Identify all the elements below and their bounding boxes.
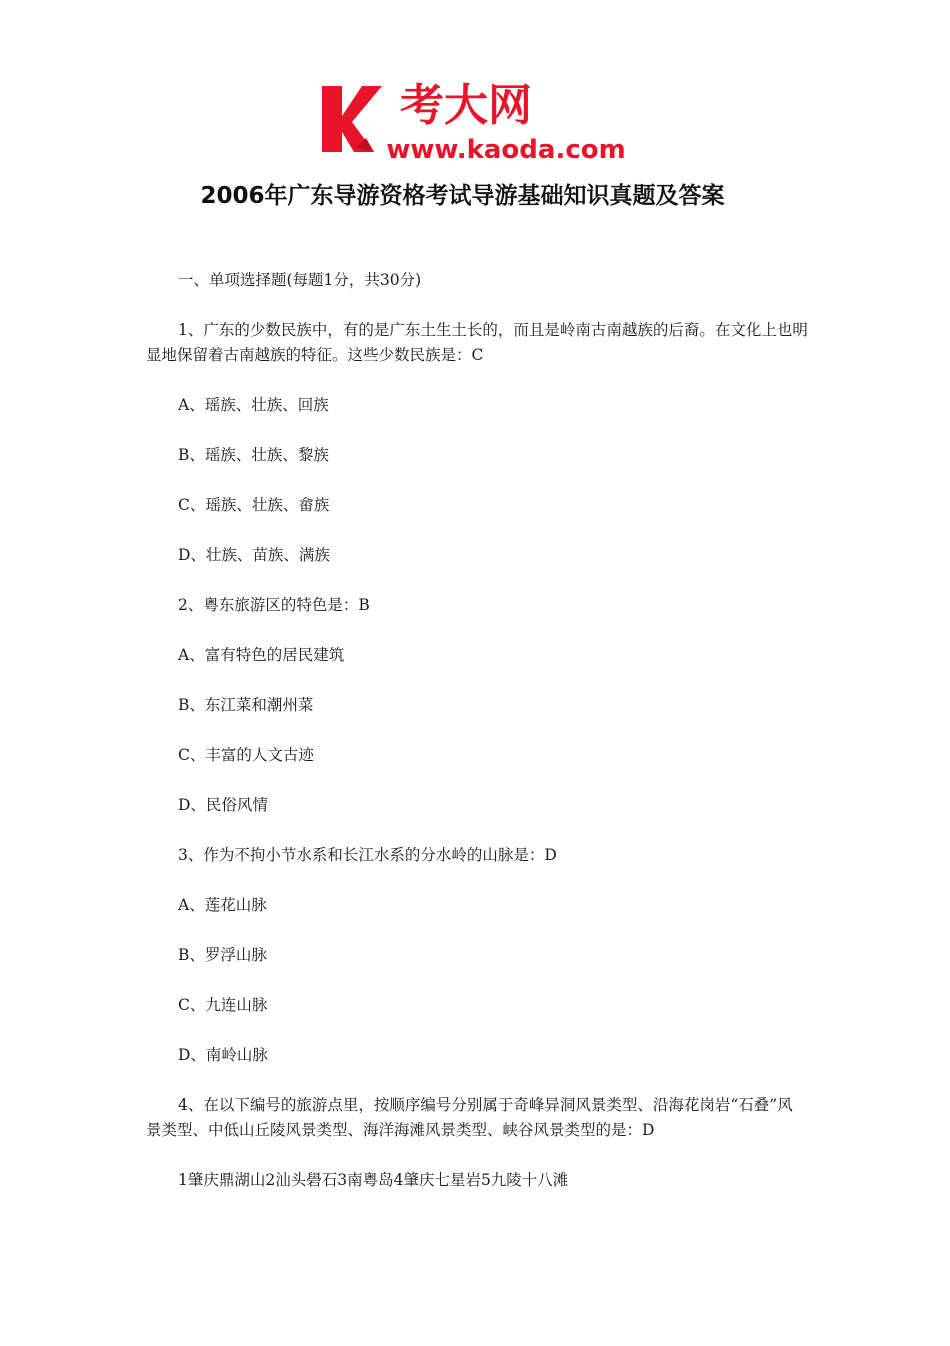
option-3c: C、九连山脉 xyxy=(178,996,268,1014)
logo-brand-name: 考大网 xyxy=(400,80,532,131)
option-3b: B、罗浮山脉 xyxy=(178,946,267,964)
k-mark-icon xyxy=(322,86,382,152)
document-title: 2006年广东导游资格考试导游基础知识真题及答案 xyxy=(200,183,725,209)
option-2c: C、丰富的人文古迹 xyxy=(178,746,314,764)
document-body xyxy=(146,268,808,1218)
question-1: 1、广东的少数民族中，有的是广东土生土长的，而且是岭南古南越族的后裔。在文化上也明显地保留着古南越族的特征。这些少数民族是：C xyxy=(146,321,808,364)
option-1d: D、壮族、苗族、满族 xyxy=(178,546,330,564)
question-4-list: 1肇庆鼎湖山2汕头礐石3南粤岛4肇庆七星岩5九陵十八滩 xyxy=(178,1171,569,1189)
option-2b: B、东江菜和潮州菜 xyxy=(178,696,314,714)
kaoda-logo xyxy=(316,78,640,162)
question-2: 2、粤东旅游区的特色是：B xyxy=(178,596,370,614)
question-4: 4、在以下编号的旅游点里，按顺序编号分别属于奇峰异洞风景类型、沿海花岗岩“石叠”风景类型、中低山丘陵风景类型、海洋海滩风景类型、峡谷风景类型的是：D xyxy=(146,1096,793,1139)
section-heading: 一、单项选择题(每题1分，共30分) xyxy=(178,271,422,289)
option-1b: B、瑶族、壮族、黎族 xyxy=(178,446,329,464)
logo-url: www.kaoda.com xyxy=(386,135,626,162)
option-1c: C、瑶族、壮族、畲族 xyxy=(178,496,330,514)
option-1a: A、瑶族、壮族、回族 xyxy=(178,396,329,414)
option-2d: D、民俗风情 xyxy=(178,796,268,814)
option-2a: A、富有特色的居民建筑 xyxy=(178,646,345,664)
option-3a: A、莲花山脉 xyxy=(178,896,267,914)
option-3d: D、南岭山脉 xyxy=(178,1046,268,1064)
question-3: 3、作为不拘小节水系和长江水系的分水岭的山脉是：D xyxy=(178,846,557,864)
